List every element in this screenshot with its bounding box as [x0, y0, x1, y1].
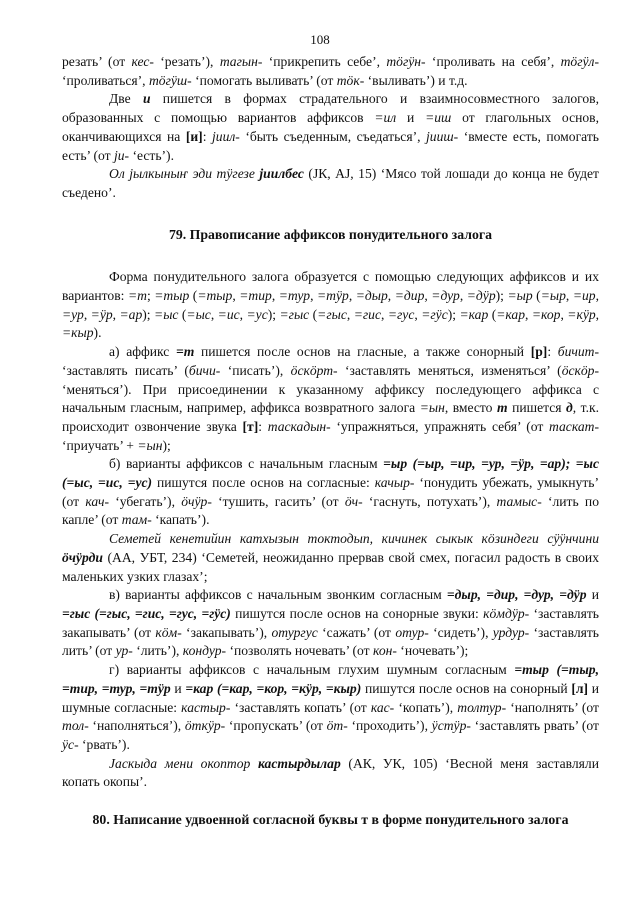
text-run: ‘позволять ночевать’ (от: [226, 643, 373, 659]
emphasis-text: =ыр (=ыр, =ир, =ур, =ӱр, =ар); =ыс (=ыс, =ис, =ус): [62, 456, 599, 491]
text-run: ‘вместе есть, помогать есть’ (от: [62, 128, 599, 163]
emphasis-text: кас-: [370, 699, 395, 715]
text-run: пишется: [507, 400, 567, 416]
text-run: ,: [271, 288, 279, 304]
text-run: ,: [346, 306, 354, 322]
text-run: );: [142, 306, 155, 322]
text-run: ‘копать’),: [394, 699, 458, 715]
section-79-body: [62, 268, 599, 792]
emphasis-text: тол-: [62, 718, 89, 734]
text-run: ,: [239, 306, 247, 322]
text-run: ‘убегать’),: [108, 493, 182, 509]
emphasis-text: толтур-: [457, 699, 507, 715]
text-run: в) варианты аффиксов с начальным звонким согласным: [109, 587, 447, 603]
emphasis-text: =ын: [419, 400, 445, 416]
emphasis-text: [и]: [185, 128, 203, 144]
text-run: ,: [525, 306, 532, 322]
text-run: ‘капать’).: [151, 512, 210, 528]
text-run: и: [586, 587, 599, 603]
text-run: ‘заставлять писать’ (: [62, 362, 189, 378]
emphasis-text: бичи-: [188, 362, 221, 378]
text-run: ‘заставлять рвать’ (от: [470, 718, 599, 734]
emphasis-text: =кор: [531, 306, 561, 322]
emphasis-text: =ус: [246, 306, 268, 322]
emphasis-text: кондур-: [182, 643, 227, 659]
text-run: (: [178, 306, 187, 322]
text-run: ,: [387, 288, 395, 304]
text-run: г) варианты аффиксов с начальным глухим шумным согласным: [109, 662, 515, 678]
emphasis-text: =кар: [496, 306, 526, 322]
text-run: ‘наполнять’ (от: [506, 699, 599, 715]
emphasis-text: кес-: [131, 54, 154, 69]
emphasis-text: =ил: [374, 110, 397, 126]
emphasis-text: урдур-: [492, 624, 530, 640]
text-run: ,: [560, 306, 568, 322]
text-run: (: [189, 288, 198, 304]
emphasis-text: =т: [127, 288, 147, 304]
text-run: ,: [595, 306, 600, 322]
emphasis-text: кастыр-: [181, 699, 231, 715]
emphasis-text: [р]: [530, 344, 548, 360]
paragraph: [62, 165, 599, 202]
text-run: ‘заставлять меняться, изменяться’ (: [337, 362, 562, 378]
text-run: (: [532, 288, 541, 304]
emphasis-text: кӧм-: [155, 624, 182, 640]
emphasis-text: [т]: [242, 418, 259, 434]
text-run: );: [162, 437, 171, 453]
text-run: ‘заставлять закапывать’ (от: [62, 605, 599, 640]
text-run: :: [258, 418, 268, 434]
emphasis-text: =ис: [217, 306, 240, 322]
emphasis-text: јиил-: [212, 128, 240, 144]
emphasis-text: =кӱр: [567, 306, 596, 322]
text-run: а) аффикс: [109, 344, 176, 360]
text-run: Две: [109, 91, 143, 107]
text-run: ‘лить по капле’ (от: [62, 493, 600, 528]
emphasis-text: =кар: [459, 306, 489, 322]
text-run: ‘понудить убежать, умыкнуть’ (от: [62, 475, 599, 509]
emphasis-text: =ар: [119, 306, 143, 322]
text-run: ,: [595, 288, 600, 304]
emphasis-text: ӱс-: [62, 736, 79, 752]
paragraph: [62, 53, 599, 90]
emphasis-text: тӧгӱн-: [386, 54, 426, 69]
emphasis-text: тӧгӱш-: [148, 72, 192, 88]
emphasis-text: =тӱр: [316, 288, 349, 304]
text-run: :: [547, 344, 558, 360]
section-heading-79: 79. Правописание аффиксов понудительного залога: [168, 226, 493, 242]
paragraph: [62, 90, 599, 165]
text-run: ‘заставлять копать’ (от: [230, 699, 371, 715]
emphasis-text: таскат-: [549, 418, 599, 434]
emphasis-text: =дур: [431, 288, 460, 304]
paragraph: [62, 268, 599, 343]
text-run: ).: [93, 325, 102, 341]
emphasis-text: [л]: [571, 680, 588, 696]
emphasis-text: Ол јылкыныҥ эди тӱгезе: [109, 166, 260, 182]
text-run: ‘закапывать’),: [181, 624, 272, 640]
text-run: ,: [348, 288, 356, 304]
text-run: пишутся после основ на сонорный: [361, 680, 572, 696]
emphasis-text: тагын-: [219, 54, 263, 69]
emphasis-text: =тир: [239, 288, 272, 304]
text-run: ‘тушить, гасить’ (от: [211, 493, 345, 509]
emphasis-text: ӱстӱр-: [431, 718, 471, 734]
text-run: ,: [424, 288, 432, 304]
emphasis-text: тӧгӱл-: [560, 54, 600, 69]
emphasis-text: отур-: [395, 624, 429, 640]
text-run: ,: [381, 306, 388, 322]
text-run: (АА, УБТ, 234) ‘Семетей, неожиданно прервав свой смех, погасил радость в своих маленьких узких глазах’;: [62, 549, 599, 584]
text-run: ,: [112, 306, 120, 322]
emphasis-text: кастырдылар: [258, 755, 341, 771]
emphasis-text: ӧскӧрт-: [290, 362, 338, 378]
text-run: пишется после основ на гласные, а также сонорный: [194, 344, 531, 360]
text-run: ‘помогать выливать’ (от: [191, 72, 337, 88]
text-run: ‘прикрепить себе’,: [262, 54, 387, 69]
text-run: ‘сажать’ (от: [317, 624, 396, 640]
text-run: ‘проходить’),: [347, 718, 432, 734]
emphasis-text: ур-: [115, 643, 133, 659]
emphasis-text: отургус: [271, 624, 318, 640]
text-run: ‘гаснуть, потухать’),: [362, 493, 497, 509]
emphasis-text: =ыр: [540, 288, 566, 304]
emphasis-text: јииш-: [426, 128, 459, 144]
emphasis-text: =кыр: [62, 325, 94, 341]
text-run: ‘проливать на себя’,: [425, 54, 561, 69]
text-run: ‘быть съеденным, съедаться’,: [239, 128, 427, 144]
emphasis-text: =дыр: [355, 288, 388, 304]
text-run: ‘меняться’). При присоединении к указанному аффиксу последующего аффикса с начальным гласным, например, аффикса возвратного залога: [62, 381, 599, 416]
text-run: (ЈК, АЈ, 15) ‘Мясо той лошади до конца не будет съедено’.: [62, 166, 599, 200]
emphasis-text: ӧч-: [344, 493, 363, 509]
text-run: ‘выливать’) и т.д.: [364, 72, 468, 88]
text-run: ‘резать’),: [153, 54, 220, 69]
emphasis-text: =гис: [353, 306, 381, 322]
text-run: пишутся после основ на согласные:: [152, 475, 375, 491]
text-run: ‘заставлять лить’ (от: [62, 624, 599, 659]
emphasis-text: бичит-: [557, 344, 599, 360]
emphasis-text: тамыс-: [496, 493, 542, 509]
emphasis-text: Семетей кенетийин катхызын токтодып, кичинек сыкык кӧзиндеги сӱӱнчини: [109, 531, 599, 547]
paragraph: [62, 343, 599, 455]
text-run: ,: [210, 306, 218, 322]
emphasis-text: и: [142, 91, 151, 107]
emphasis-text: =дыр, =дир, =дур, =дӱр: [446, 587, 587, 603]
text-run: ‘пропускать’ (от: [225, 718, 327, 734]
text-run: б) варианты аффиксов с начальным гласным: [109, 456, 384, 472]
text-run: и шумные согласные:: [62, 680, 599, 715]
emphasis-text: ӧчӱрди: [62, 549, 103, 565]
section-heading-80: 80. Написание удвоенной согласной буквы т в форме понудительного залога: [92, 812, 569, 828]
paragraph: [62, 455, 599, 530]
intro-section: [62, 53, 599, 203]
text-run: , вместо: [444, 400, 497, 416]
emphasis-text: =т: [175, 344, 195, 360]
paragraph: [62, 755, 599, 792]
text-run: ‘ночевать’);: [396, 643, 469, 659]
emphasis-text: =тыр (=тыр, =тир, =тур, =тӱр: [62, 662, 600, 696]
text-run: ‘лить’),: [132, 643, 183, 659]
emphasis-text: =иш: [425, 110, 452, 126]
paragraph: [62, 530, 599, 586]
emphasis-text: тӧк-: [336, 72, 365, 88]
text-run: (: [488, 306, 497, 322]
emphasis-text: качыр-: [374, 475, 415, 491]
emphasis-text: =дӱр: [466, 288, 496, 304]
text-run: );: [495, 288, 508, 304]
emphasis-text: д: [566, 400, 573, 416]
emphasis-text: =гус: [387, 306, 415, 322]
page-number: 108: [310, 32, 330, 47]
document-body: [62, 53, 599, 830]
paragraph: [62, 661, 599, 755]
text-run: (АК, УК, 105) ‘Весной меня заставляли копать окопы’.: [62, 755, 599, 790]
emphasis-text: =гӱс: [421, 306, 448, 322]
emphasis-text: кон-: [372, 643, 397, 659]
paragraph: [62, 586, 599, 661]
text-run: резать’ (от: [62, 54, 132, 69]
emphasis-text: =тур: [278, 288, 311, 304]
text-run: ‘приучать’ +: [62, 437, 138, 453]
emphasis-text: =гыс: [279, 306, 310, 322]
emphasis-text: =ӱр: [90, 306, 113, 322]
text-run: ,: [83, 306, 91, 322]
text-run: (: [309, 306, 318, 322]
text-run: от глагольных основ, оканчивающихся на: [62, 110, 599, 144]
emphasis-text: =гыс (=гыс, =гис, =гус, =гӱс): [62, 605, 231, 621]
text-run: );: [267, 306, 280, 322]
text-run: и: [170, 680, 186, 696]
text-run: ,: [414, 306, 422, 322]
emphasis-text: Јаскыда мени окоптор: [109, 755, 258, 771]
emphasis-text: кач-: [85, 493, 109, 509]
text-run: ,: [232, 288, 240, 304]
text-run: ‘сидеть’),: [428, 624, 493, 640]
emphasis-text: таскадын-: [267, 418, 331, 434]
emphasis-text: ӧскӧр-: [561, 362, 599, 378]
text-run: :: [202, 128, 212, 144]
emphasis-text: јиилбес: [259, 166, 304, 182]
text-run: и: [396, 110, 426, 126]
emphasis-text: =ын: [137, 437, 163, 453]
text-run: ‘есть’).: [129, 147, 174, 163]
text-run: ‘проливаться’,: [62, 72, 149, 88]
text-run: пишется в формах страдательного и взаимносовместного залогов, образованных с помощью вариантов аффиксов: [62, 91, 600, 126]
text-run: Форма понудительного залога образуется с помощью следующих аффиксов и их вариантов:: [62, 269, 599, 304]
emphasis-text: јu-: [113, 147, 130, 163]
emphasis-text: =ыс: [154, 306, 179, 322]
text-run: ,: [565, 288, 573, 304]
text-run: ‘наполняться’),: [88, 718, 185, 734]
text-run: ,: [310, 288, 317, 304]
emphasis-text: =ур: [62, 306, 84, 322]
emphasis-text: ӧчӱр-: [181, 493, 212, 509]
text-run: ‘писать’),: [220, 362, 291, 378]
emphasis-text: там-: [121, 512, 152, 528]
emphasis-text: =ыс: [186, 306, 211, 322]
text-run: );: [447, 306, 460, 322]
text-run: ‘рвать’).: [78, 736, 130, 752]
emphasis-text: =дир: [394, 288, 425, 304]
text-run: ,: [459, 288, 467, 304]
text-run: ;: [146, 288, 155, 304]
emphasis-text: =гыс: [317, 306, 347, 322]
emphasis-text: =кар (=кар, =кор, =кӱр, =кыр): [185, 680, 362, 696]
emphasis-text: =ыр: [507, 288, 533, 304]
emphasis-text: =тыр: [154, 288, 190, 304]
emphasis-text: =ир: [572, 288, 596, 304]
emphasis-text: т: [496, 400, 508, 416]
emphasis-text: ӧт-: [326, 718, 348, 734]
text-run: ‘упражняться, упражнять себя’ (от: [330, 418, 550, 434]
emphasis-text: =тыр: [197, 288, 233, 304]
text-run: , т.к. происходит озвончение звука: [62, 400, 599, 434]
emphasis-text: ӧткӱр-: [184, 718, 226, 734]
text-run: пишутся после основ на сонорные звуки:: [230, 605, 484, 621]
emphasis-text: кӧмдӱр-: [483, 605, 530, 621]
